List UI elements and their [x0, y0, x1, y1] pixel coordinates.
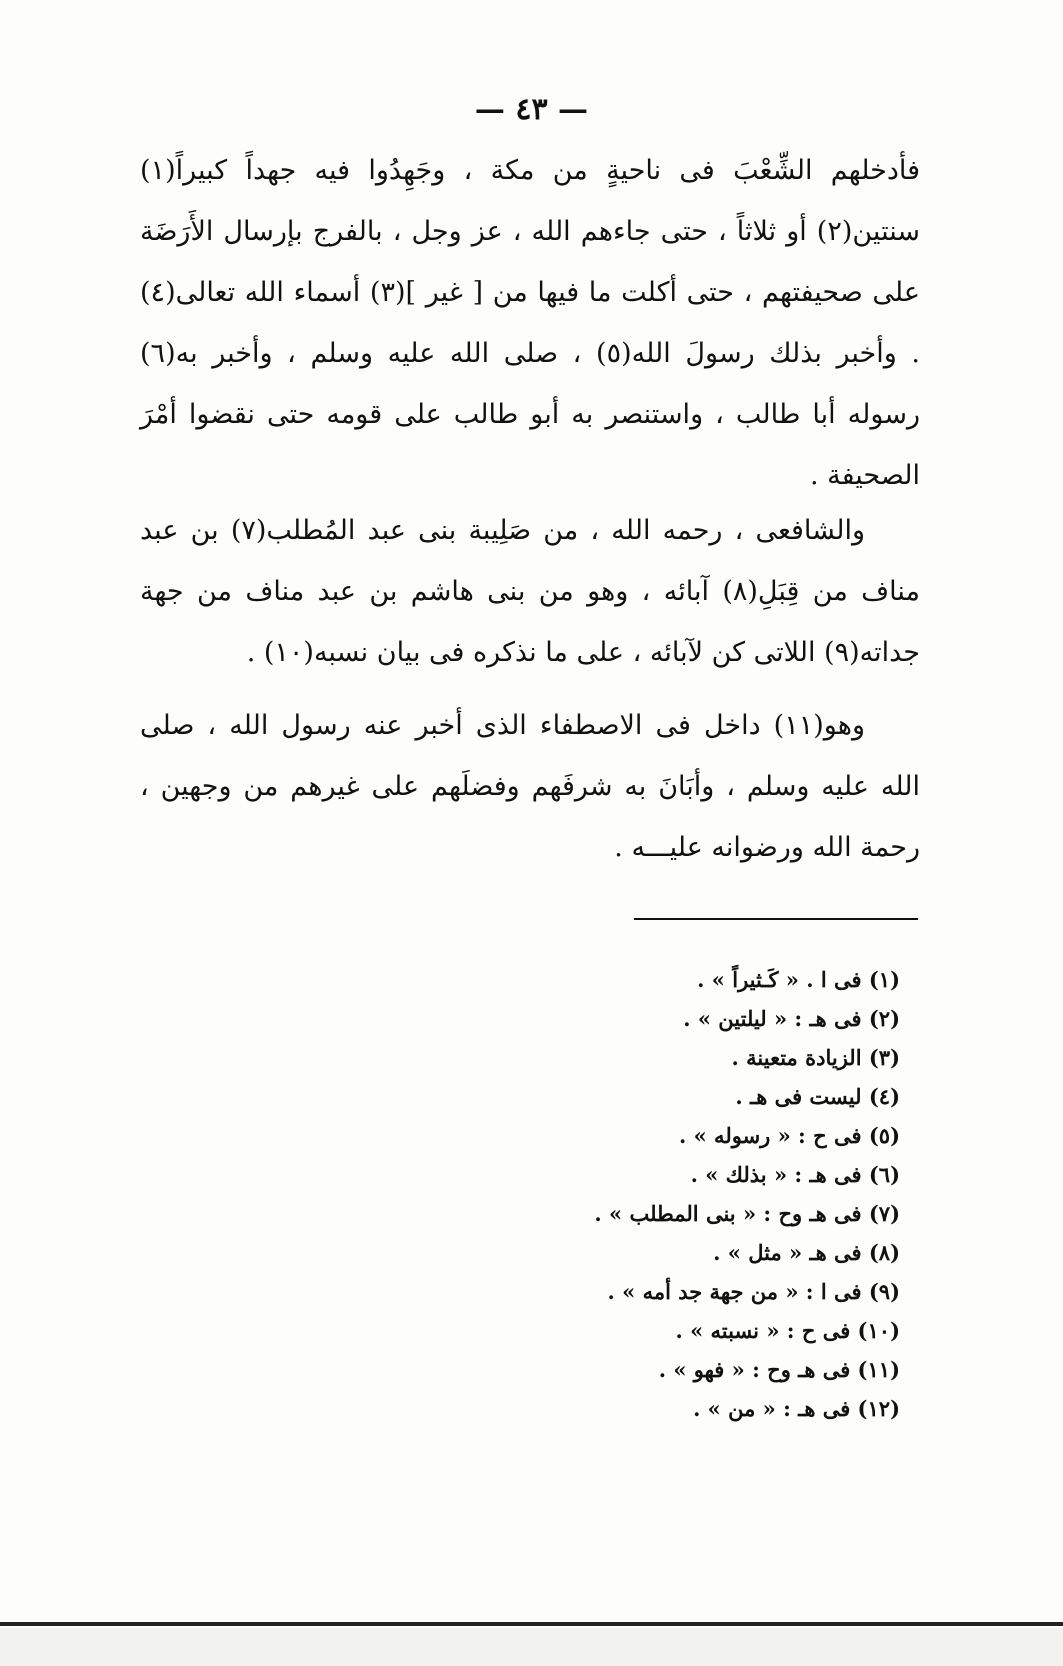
footnote-item: (٩) فى ا : « من جهة جد أمه » .	[607, 1279, 900, 1304]
scan-edge-rule	[0, 1622, 1063, 1626]
footnote-item: (٧) فى هـ وح : « بنى المطلب » .	[594, 1201, 900, 1226]
footnote-item: (٨) فى هـ « مثل » .	[713, 1240, 900, 1265]
footnote-item: (١) فى ا . « كَـثيراً » .	[697, 967, 900, 992]
footnote-divider	[634, 918, 918, 920]
page-number: — ٤٣ —	[474, 92, 589, 127]
paragraph-text: وهو(١١) داخل فى الاصطفاء الذى أخبر عنه رسول الله ، صلى الله عليه وسلم ، وأبَانَ به شرفَهم وفضلَهم على غيرهم من وجهين ، رحمة الله ورضوانه عليـــه .	[140, 710, 920, 863]
footnote-item: (٥) فى ح : « رسوله » .	[679, 1123, 900, 1148]
paragraph-text: والشافعى ، رحمه الله ، من صَلِيبة بنى عبد المُطلب(٧) بن عبد مناف من قِبَلِ(٨) آبائه ، وهو من بنى هاشم بن عبد مناف من جهة جداته(٩) اللاتى كن لآبائه ، على ما نذكره فى بيان نسبه(١٠) .	[140, 515, 920, 668]
scan-bottom-margin	[0, 1628, 1063, 1666]
main-text-paragraph-1	[140, 140, 920, 506]
footnote-item: (١١) فى هـ وح : « فهو » .	[658, 1357, 900, 1382]
footnote-item: (٦) فى هـ : « بذلك » .	[690, 1162, 900, 1187]
main-text-paragraph-3	[140, 695, 920, 878]
footnote-item: (٢) فى هـ : « ليلتين » .	[683, 1006, 900, 1031]
footnote-item: (١٢) فى هـ : « من » .	[693, 1396, 900, 1421]
main-text-paragraph-2	[140, 500, 920, 683]
footnotes-list	[500, 960, 900, 1428]
footnote-item: (١٠) فى ح : « نسبته » .	[675, 1318, 900, 1343]
footnote-item: (٣) الزيادة متعينة .	[731, 1045, 900, 1070]
paragraph-text: فأدخلهم الشِّعْبَ فى ناحيةٍ من مكة ، وجَهِدُوا فيه جهداً كبيراً(١) سنتين(٢) أو ثلاثاً ، حتى جاءهم الله ، عز وجل ، بالفرج بإرسال الأَرَضَة على صحيفتهم ، حتى أكلت ما فيها من [ غير ](٣) أسماء الله تعالى(٤) . وأخبر بذلك رسولَ الله(٥) ، صلى الله عليه وسلم ، وأخبر به(٦) رسوله أبا طالب ، واستنصر به أبو طالب على قومه حتى نقضوا أمْرَ الصحيفة .	[140, 155, 920, 491]
footnote-item: (٤) ليست فى هـ .	[735, 1084, 900, 1109]
